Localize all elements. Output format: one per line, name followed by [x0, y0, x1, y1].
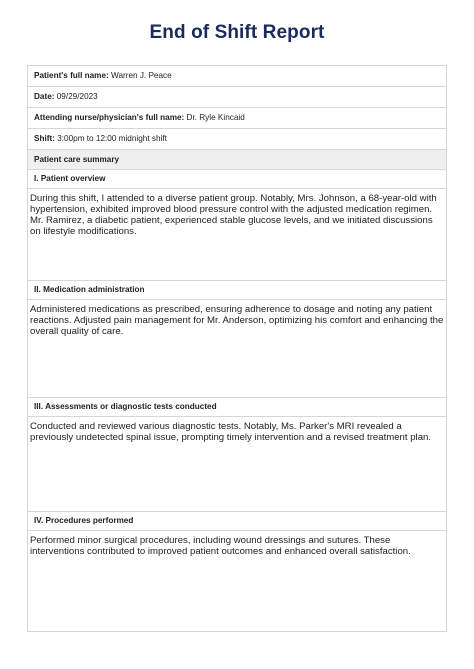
- section-heading-patient-overview: I. Patient overview: [28, 170, 446, 189]
- patient-care-summary-heading: Patient care summary: [28, 150, 446, 170]
- patient-name-row: [28, 66, 446, 87]
- patient-name-label: Patient's full name:: [34, 71, 112, 80]
- report-form: [27, 65, 447, 632]
- attending-value: Dr. Ryle Kincaid: [186, 113, 245, 122]
- section-body-assessments: Conducted and reviewed various diagnostic tests. Notably, Ms. Parker's MRI revealed a previously undetected spinal issue, prompting timely intervention and a revised treatment plan.: [28, 417, 446, 512]
- patient-name-value: Warren J. Peace: [111, 71, 172, 80]
- section-heading-procedures: IV. Procedures performed: [28, 512, 446, 531]
- section-body-patient-overview: During this shift, I attended to a diverse patient group. Notably, Mrs. Johnson, a 68-year-old with hypertension, exhibited improved blood pressure control with the adjusted medication regimen. Mr. Ramirez, a diabetic patient, experienced stable glucose levels, and we initiated discussions on lifestyle modifications.: [28, 189, 446, 281]
- report-title: End of Shift Report: [149, 22, 325, 43]
- date-row: [28, 87, 446, 108]
- shift-label: Shift:: [34, 134, 58, 143]
- date-value: 09/29/2023: [56, 92, 98, 101]
- attending-label: Attending nurse/physician's full name:: [34, 113, 187, 122]
- section-heading-medication: II. Medication administration: [28, 281, 446, 300]
- shift-value: 3:00pm to 12:00 midnight shift: [57, 134, 167, 143]
- section-heading-assessments: III. Assessments or diagnostic tests conducted: [28, 398, 446, 417]
- shift-row: [28, 129, 446, 150]
- section-body-procedures: Performed minor surgical procedures, including wound dressings and sutures. These interventions contributed to improved patient outcomes and enhanced overall satisfaction.: [30, 535, 411, 557]
- date-label: Date:: [34, 92, 57, 101]
- attending-row: [28, 108, 446, 129]
- section-body-medication: Administered medications as prescribed, ensuring adherence to dosage and noting any patient reactions. Adjusted pain management for Mr. Anderson, optimizing his comfort and enhancing the overall quality of care.: [28, 300, 446, 398]
